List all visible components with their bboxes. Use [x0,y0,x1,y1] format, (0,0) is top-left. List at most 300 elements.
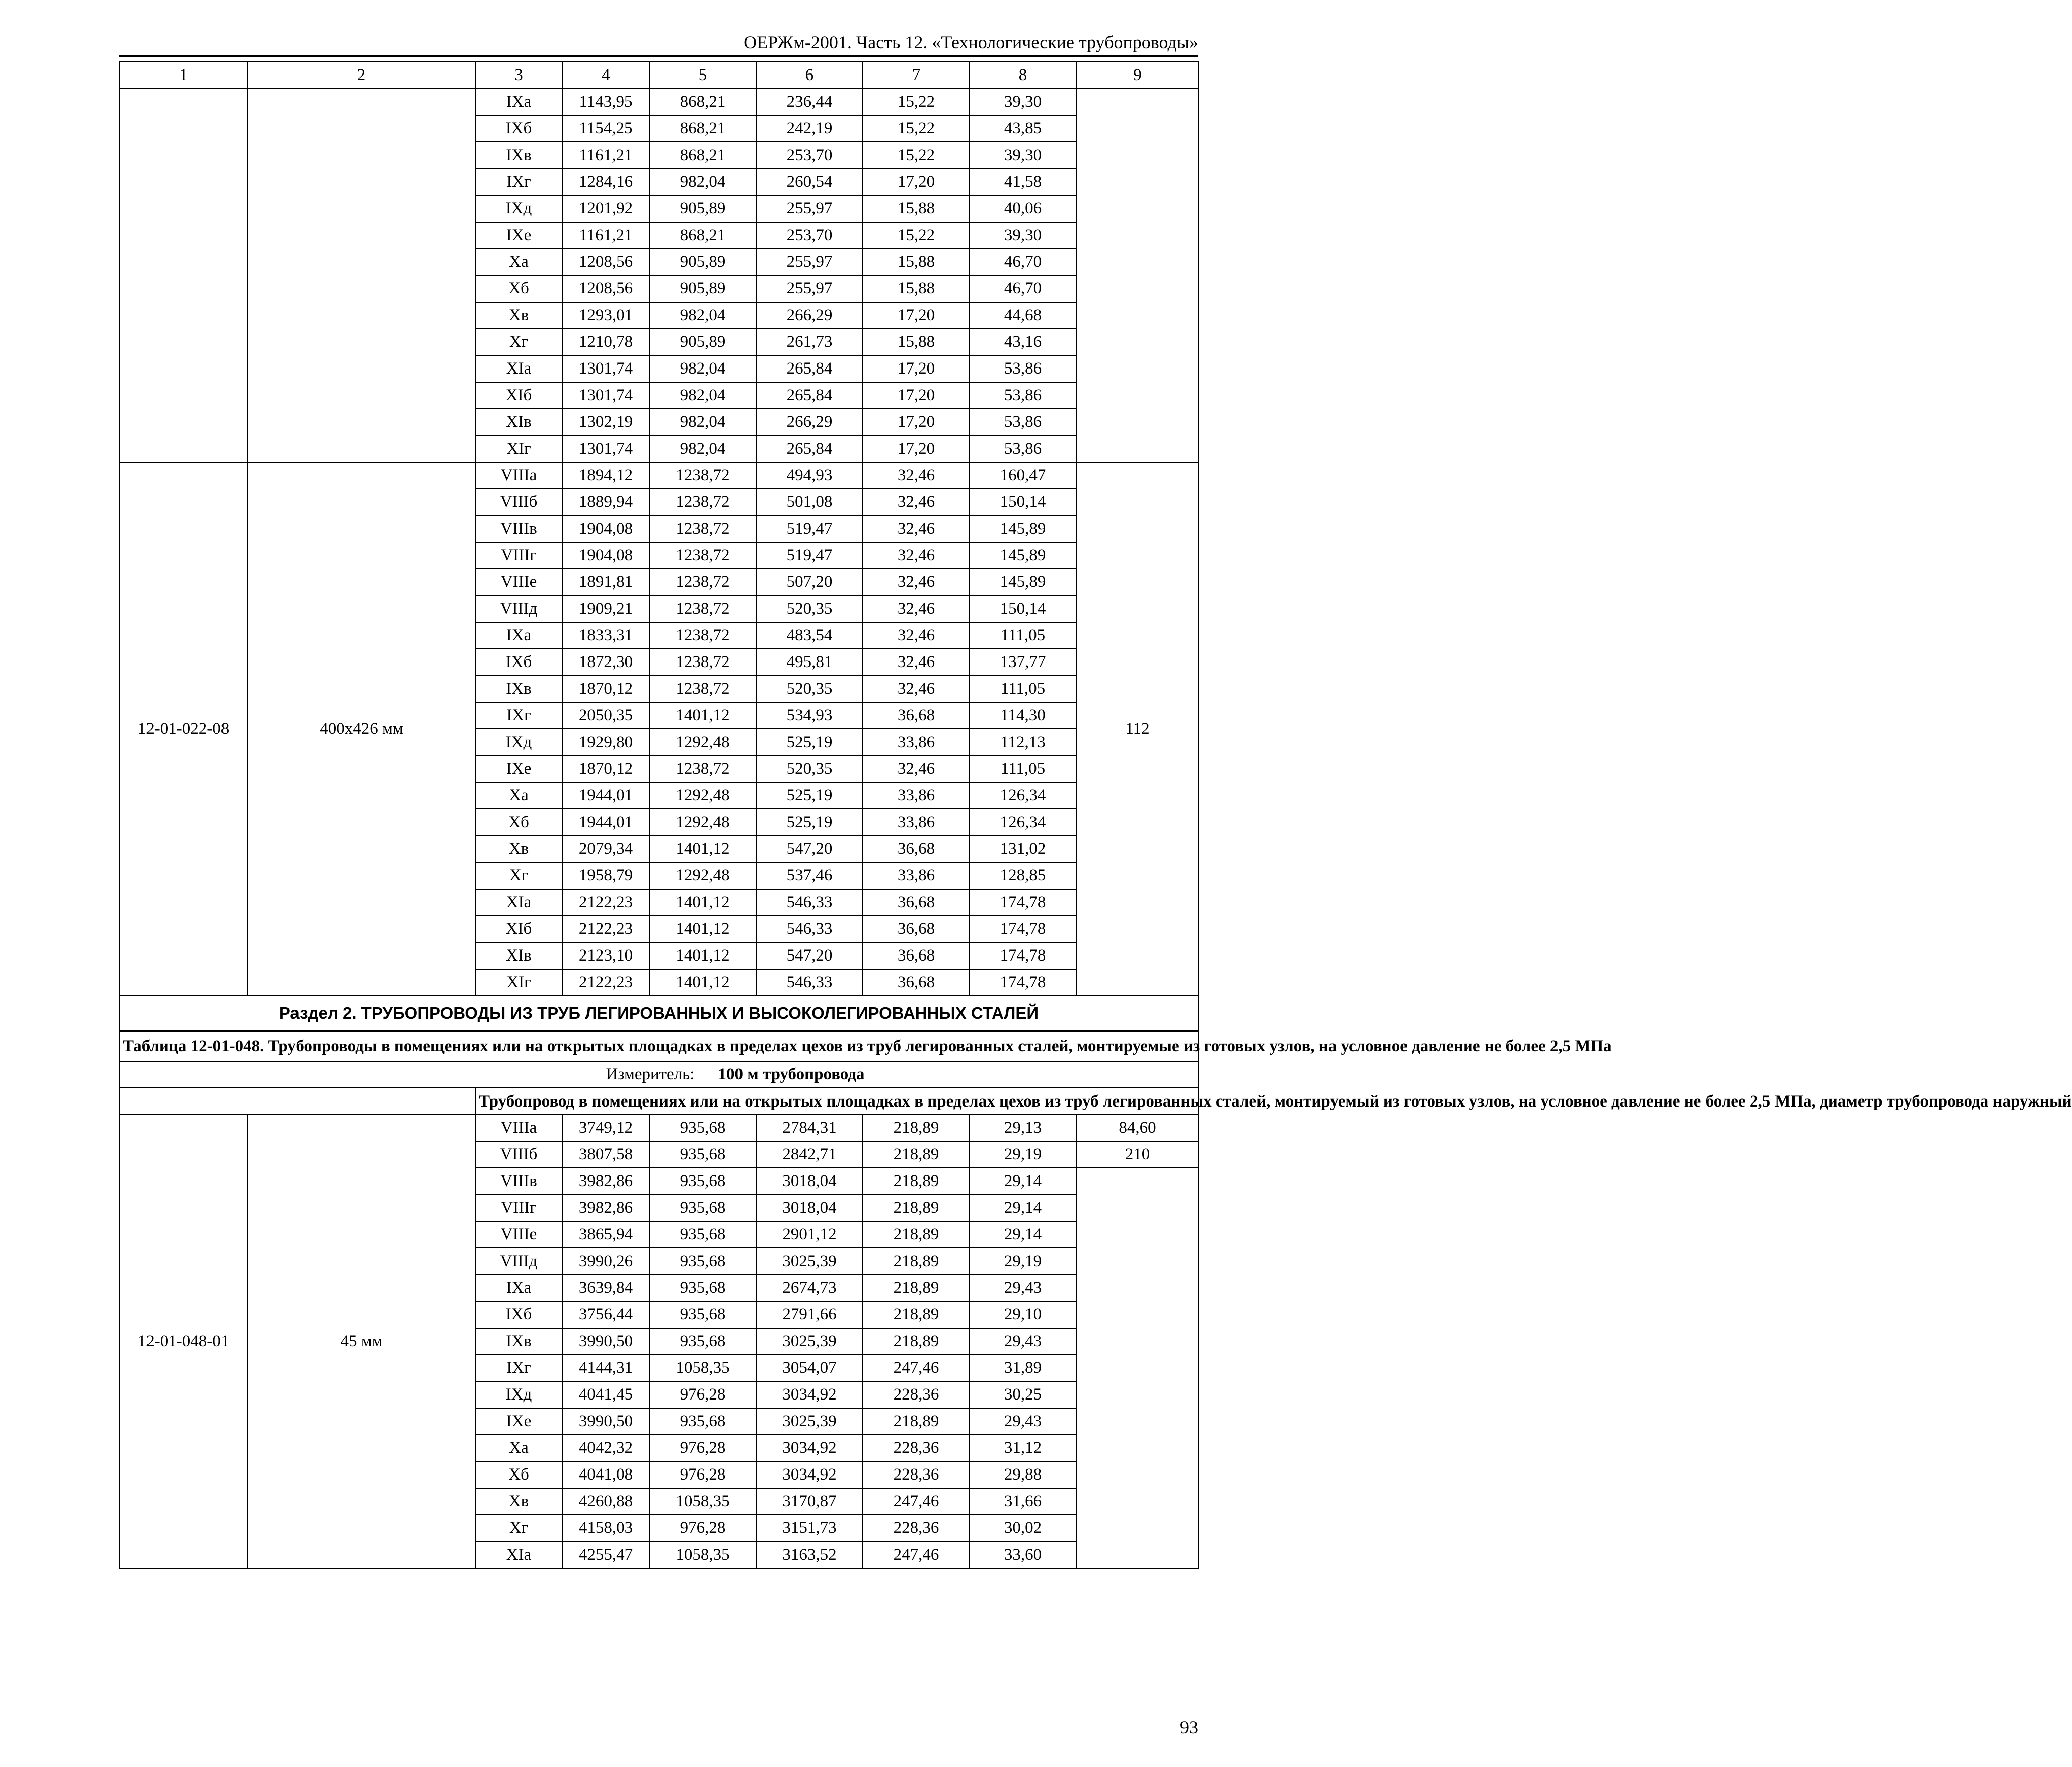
cell-col-8: 174,78 [970,942,1076,969]
cell-col-4: 2050,35 [562,702,649,729]
cell-col-8: 145,89 [970,542,1076,569]
column-number-row [119,62,1199,89]
cell-col-5: 935,68 [649,1115,756,1141]
cell-col-5: 982,04 [649,302,756,329]
meter-value: 100 м трубопровода [718,1065,865,1083]
cell-col-3: XIг [475,969,562,996]
cell-col-5: 1401,12 [649,969,756,996]
cell-col-5: 1292,48 [649,782,756,809]
cell-col-8: 145,89 [970,516,1076,542]
cell-col-8: 29,43 [970,1408,1076,1435]
cell-col-7: 17,20 [863,302,970,329]
cell-col-8: 31,12 [970,1435,1076,1461]
cell-col-6: 520,35 [756,676,863,702]
cell-col-5: 976,28 [649,1515,756,1541]
cell-col-9: 210 [1076,1141,1199,1168]
cell-col-4: 1944,01 [562,782,649,809]
column-number: 1 [119,62,248,89]
cell-col-5: 1292,48 [649,862,756,889]
description: Трубопровод в помещениях или на открытых площадках в пределах цехов из труб легированных сталей, монтируемый из готовых узлов, на условное давление не более 2,5 МПа, диаметр трубопровода наружный [475,1088,1199,1115]
cell-col-8: 126,34 [970,809,1076,836]
cell-col-7: 32,46 [863,756,970,782]
cell-col-3: IXд [475,195,562,222]
cell-col-7: 33,86 [863,862,970,889]
cell-col-4: 1870,12 [562,676,649,702]
cell-col-8: 174,78 [970,916,1076,942]
cell-col-3: VIIIа [475,1115,562,1141]
cell-col-7: 15,88 [863,329,970,355]
cell-col-5: 935,68 [649,1328,756,1355]
cell-col-6: 546,33 [756,916,863,942]
cell-col-7: 32,46 [863,516,970,542]
cell-col-9 [1076,1168,1199,1568]
cell-col-4: 1208,56 [562,249,649,275]
cell-col-7: 15,22 [863,115,970,142]
cell-col-5: 982,04 [649,169,756,195]
cell-col-3: IXе [475,222,562,249]
table-title: Таблица 12-01-048. Трубопроводы в помещениях или на открытых площадках в пределах цехов из труб легированных сталей, монтируемые из готовых узлов, на условное давление не более 2,5 МПа [119,1031,1199,1061]
cell-col-3: XIб [475,382,562,409]
cell-col-6: 534,93 [756,702,863,729]
cell-col-3: Xб [475,1461,562,1488]
cell-col-5: 982,04 [649,355,756,382]
cell-col-3: VIIIа [475,462,562,489]
cell-col-5: 935,68 [649,1195,756,1221]
table-row [119,462,1199,489]
cell-col-8: 33,60 [970,1541,1076,1568]
cell-col-5: 1058,35 [649,1488,756,1515]
cell-col-3: VIIIв [475,516,562,542]
cell-col-5: 868,21 [649,89,756,115]
cell-col-5: 1401,12 [649,889,756,916]
cell-col-5: 976,28 [649,1461,756,1488]
cell-col-7: 15,88 [863,195,970,222]
cell-col-7: 36,68 [863,702,970,729]
cell-col-4: 1161,21 [562,142,649,169]
rate-name: 45 мм [248,1115,475,1568]
cell-col-6: 537,46 [756,862,863,889]
cell-col-4: 1889,94 [562,489,649,516]
table-row [119,1115,1199,1141]
cell-col-3: Xг [475,329,562,355]
cell-col-4: 1904,08 [562,542,649,569]
cell-col-7: 32,46 [863,462,970,489]
cell-col-8: 39,30 [970,89,1076,115]
cell-col-4: 1301,74 [562,435,649,462]
cell-col-3: VIIIг [475,542,562,569]
cell-col-7: 17,20 [863,169,970,195]
cell-col-6: 520,35 [756,756,863,782]
cell-col-8: 53,86 [970,435,1076,462]
cell-col-6: 501,08 [756,489,863,516]
cell-col-3: IXа [475,622,562,649]
cell-col-5: 868,21 [649,115,756,142]
cell-col-7: 32,46 [863,622,970,649]
cell-col-3: IXв [475,676,562,702]
cell-col-5: 976,28 [649,1435,756,1461]
cell-col-8: 29,10 [970,1301,1076,1328]
cell-col-8: 31,89 [970,1355,1076,1381]
cell-col-5: 935,68 [649,1408,756,1435]
cell-col-7: 218,89 [863,1275,970,1301]
meter-row [119,1061,1199,1088]
cell-col-3: XIб [475,916,562,942]
cell-col-7: 218,89 [863,1221,970,1248]
cell-col-6: 2674,73 [756,1275,863,1301]
cell-col-6: 547,20 [756,942,863,969]
cell-col-4: 1958,79 [562,862,649,889]
cell-col-5: 935,68 [649,1275,756,1301]
cell-col-8: 29,88 [970,1461,1076,1488]
cell-col-6: 483,54 [756,622,863,649]
cell-col-7: 36,68 [863,836,970,862]
rate-code: 12-01-022-08 [119,462,248,996]
cell-col-4: 4158,03 [562,1515,649,1541]
cell-col-6: 494,93 [756,462,863,489]
cell-col-5: 935,68 [649,1301,756,1328]
cell-col-8: 39,30 [970,142,1076,169]
cell-col-3: VIIIв [475,1168,562,1195]
cell-col-3: IXв [475,1328,562,1355]
cell-col-6: 3151,73 [756,1515,863,1541]
cell-col-3: IXе [475,756,562,782]
cell-col-6: 2901,12 [756,1221,863,1248]
cell-col-5: 1238,72 [649,649,756,676]
cell-col-3: IXа [475,89,562,115]
table-title-row [119,1031,1199,1061]
cell-col-5: 868,21 [649,142,756,169]
cell-col-8: 150,14 [970,489,1076,516]
cell-col-6: 3163,52 [756,1541,863,1568]
meter-label: Измеритель: [606,1065,695,1083]
cell-col-5: 1238,72 [649,676,756,702]
cell-col-3: Xб [475,809,562,836]
cell-col-7: 17,20 [863,435,970,462]
cell-col-8: 53,86 [970,355,1076,382]
cell-col-7: 32,46 [863,596,970,622]
cell-col-9 [1076,89,1199,462]
cell-col-7: 15,88 [863,249,970,275]
cell-col-8: 39,30 [970,222,1076,249]
cell-col-4: 1293,01 [562,302,649,329]
column-number: 8 [970,62,1076,89]
cell-col-4: 3749,12 [562,1115,649,1141]
cell-col-6: 266,29 [756,302,863,329]
cell-col-4: 4260,88 [562,1488,649,1515]
cell-col-3: XIв [475,409,562,435]
cell-col-7: 218,89 [863,1141,970,1168]
cell-col-4: 3865,94 [562,1221,649,1248]
cell-col-7: 247,46 [863,1488,970,1515]
cell-col-8: 30,25 [970,1381,1076,1408]
cell-col-4: 1872,30 [562,649,649,676]
cell-col-6: 525,19 [756,809,863,836]
cell-col-4: 3982,86 [562,1168,649,1195]
cell-col-4: 1210,78 [562,329,649,355]
cell-col-8: 111,05 [970,756,1076,782]
cell-col-5: 1058,35 [649,1541,756,1568]
cell-col-5: 1292,48 [649,729,756,756]
cell-col-5: 1238,72 [649,489,756,516]
cell-col-6: 3025,39 [756,1248,863,1275]
section-title: Раздел 2. ТРУБОПРОВОДЫ ИЗ ТРУБ ЛЕГИРОВАННЫХ И ВЫСОКОЛЕГИРОВАННЫХ СТАЛЕЙ [119,996,1199,1031]
cell-col-3: Xв [475,1488,562,1515]
cell-col-8: 31,66 [970,1488,1076,1515]
cell-col-8: 29,14 [970,1168,1076,1195]
cell-col-4: 1909,21 [562,596,649,622]
column-number: 3 [475,62,562,89]
cell-col-8: 137,77 [970,649,1076,676]
cell-col-4: 1154,25 [562,115,649,142]
cell-col-4: 4042,32 [562,1435,649,1461]
cell-col-6: 261,73 [756,329,863,355]
description-blank [119,1088,475,1115]
cell-col-5: 935,68 [649,1168,756,1195]
cell-col-8: 40,06 [970,195,1076,222]
cell-col-8: 150,14 [970,596,1076,622]
cell-col-3: IXб [475,115,562,142]
cell-col-5: 1401,12 [649,836,756,862]
column-number: 5 [649,62,756,89]
cell-col-6: 255,97 [756,249,863,275]
cell-col-8: 29,14 [970,1221,1076,1248]
cell-col-3: VIIIг [475,1195,562,1221]
cell-col-3: Xг [475,1515,562,1541]
cell-col-7: 218,89 [863,1408,970,1435]
cell-col-5: 982,04 [649,382,756,409]
cell-col-3: IXб [475,1301,562,1328]
cell-col-7: 218,89 [863,1168,970,1195]
cell-col-8: 43,85 [970,115,1076,142]
cell-col-3: XIа [475,1541,562,1568]
cell-col-4: 4041,45 [562,1381,649,1408]
cell-col-8: 46,70 [970,249,1076,275]
cell-col-3: IXа [475,1275,562,1301]
cell-col-5: 868,21 [649,222,756,249]
cell-col-3: Xа [475,1435,562,1461]
cell-col-6: 3034,92 [756,1381,863,1408]
cell-col-6: 525,19 [756,782,863,809]
cell-col-6: 3018,04 [756,1195,863,1221]
cell-col-6: 253,70 [756,222,863,249]
cell-col-7: 17,20 [863,409,970,435]
cell-col-7: 33,86 [863,729,970,756]
cell-col-5: 935,68 [649,1248,756,1275]
cell-col-5: 905,89 [649,275,756,302]
cell-col-7: 32,46 [863,649,970,676]
table-row [119,89,1199,115]
cell-col-8: 29,43 [970,1328,1076,1355]
cell-col-8: 112,13 [970,729,1076,756]
cell-col-4: 1891,81 [562,569,649,596]
cell-col-5: 982,04 [649,435,756,462]
meter-cell [119,1061,1199,1088]
cell-col-8: 30,02 [970,1515,1076,1541]
cell-col-4: 3990,50 [562,1408,649,1435]
column-number: 7 [863,62,970,89]
cell-col-3: VIIIе [475,569,562,596]
cell-col-8: 46,70 [970,275,1076,302]
cell-col-6: 546,33 [756,889,863,916]
cell-col-5: 1238,72 [649,462,756,489]
cell-col-7: 33,86 [863,809,970,836]
cell-col-6: 546,33 [756,969,863,996]
cell-col-8: 29,43 [970,1275,1076,1301]
cell-col-7: 228,36 [863,1461,970,1488]
cell-col-3: Xа [475,782,562,809]
cell-col-4: 3756,44 [562,1301,649,1328]
cell-col-4: 2122,23 [562,889,649,916]
cell-col-9: 84,60 [1076,1115,1199,1141]
cell-col-8: 53,86 [970,409,1076,435]
cell-col-4: 1944,01 [562,809,649,836]
cell-col-8: 41,58 [970,169,1076,195]
cell-col-3: VIIIб [475,1141,562,1168]
cell-col-4: 2122,23 [562,916,649,942]
cell-col-6: 525,19 [756,729,863,756]
rate-name: 400х426 мм [248,462,475,996]
cell-col-3: Xб [475,275,562,302]
cell-col-8: 128,85 [970,862,1076,889]
cell-col-8: 44,68 [970,302,1076,329]
cell-col-6: 495,81 [756,649,863,676]
cell-col-7: 247,46 [863,1541,970,1568]
cell-col-6: 265,84 [756,382,863,409]
cell-col-6: 3018,04 [756,1168,863,1195]
cell-col-3: Xв [475,302,562,329]
cell-col-6: 3025,39 [756,1408,863,1435]
cell-col-4: 1301,74 [562,382,649,409]
cell-col-8: 29,19 [970,1141,1076,1168]
cell-col-4: 1284,16 [562,169,649,195]
cell-col-7: 36,68 [863,889,970,916]
cell-col-8: 111,05 [970,676,1076,702]
cell-col-3: IXд [475,1381,562,1408]
cell-col-6: 255,97 [756,275,863,302]
cell-col-6: 242,19 [756,115,863,142]
cell-col-5: 1401,12 [649,702,756,729]
cell-col-3: VIIIд [475,596,562,622]
cell-col-3: VIIIб [475,489,562,516]
rates-table [119,61,2072,1569]
column-number: 4 [562,62,649,89]
column-number: 2 [248,62,475,89]
cell-col-4: 1161,21 [562,222,649,249]
cell-col-6: 3170,87 [756,1488,863,1515]
cell-col-4: 1201,92 [562,195,649,222]
cell-col-3: IXе [475,1408,562,1435]
cell-col-5: 905,89 [649,195,756,222]
cell-col-6: 3025,39 [756,1328,863,1355]
cell-col-7: 36,68 [863,916,970,942]
cell-col-4: 1208,56 [562,275,649,302]
cell-col-6: 266,29 [756,409,863,435]
cell-col-4: 4144,31 [562,1355,649,1381]
cell-col-7: 218,89 [863,1301,970,1328]
cell-col-8: 174,78 [970,969,1076,996]
cell-col-8: 131,02 [970,836,1076,862]
cell-col-8: 114,30 [970,702,1076,729]
cell-col-7: 228,36 [863,1381,970,1408]
cell-col-6: 2791,66 [756,1301,863,1328]
cell-col-8: 126,34 [970,782,1076,809]
cell-col-4: 1929,80 [562,729,649,756]
cell-col-3: XIг [475,435,562,462]
cell-col-6: 265,84 [756,435,863,462]
cell-col-4: 2123,10 [562,942,649,969]
cell-col-7: 218,89 [863,1328,970,1355]
cell-col-3: IXг [475,1355,562,1381]
cell-col-7: 15,22 [863,142,970,169]
section-row [119,996,1199,1031]
cell-col-5: 1238,72 [649,622,756,649]
cell-col-7: 218,89 [863,1115,970,1141]
cell-col-7: 33,86 [863,782,970,809]
cell-col-4: 2079,34 [562,836,649,862]
cell-col-7: 247,46 [863,1355,970,1381]
cell-col-4: 4041,08 [562,1461,649,1488]
cell-col-3: VIIIе [475,1221,562,1248]
rate-name [248,89,475,462]
cell-col-9: 112 [1076,462,1199,996]
cell-col-6: 265,84 [756,355,863,382]
cell-col-5: 935,68 [649,1221,756,1248]
cell-col-3: IXг [475,169,562,195]
cell-col-4: 1143,95 [562,89,649,115]
cell-col-8: 160,47 [970,462,1076,489]
cell-col-5: 935,68 [649,1141,756,1168]
cell-col-5: 976,28 [649,1381,756,1408]
cell-col-7: 32,46 [863,542,970,569]
cell-col-6: 3054,07 [756,1355,863,1381]
cell-col-8: 43,16 [970,329,1076,355]
cell-col-6: 2842,71 [756,1141,863,1168]
cell-col-4: 2122,23 [562,969,649,996]
cell-col-4: 3807,58 [562,1141,649,1168]
cell-col-3: IXв [475,142,562,169]
cell-col-6: 507,20 [756,569,863,596]
cell-col-4: 1894,12 [562,462,649,489]
cell-col-4: 3639,84 [562,1275,649,1301]
cell-col-5: 1238,72 [649,756,756,782]
cell-col-8: 29,14 [970,1195,1076,1221]
cell-col-5: 1238,72 [649,516,756,542]
cell-col-8: 174,78 [970,889,1076,916]
cell-col-8: 29,19 [970,1248,1076,1275]
cell-col-6: 2784,31 [756,1115,863,1141]
cell-col-7: 32,46 [863,676,970,702]
cell-col-6: 236,44 [756,89,863,115]
cell-col-7: 32,46 [863,569,970,596]
cell-col-7: 36,68 [863,969,970,996]
cell-col-5: 1401,12 [649,916,756,942]
cell-col-6: 519,47 [756,542,863,569]
cell-col-6: 520,35 [756,596,863,622]
cell-col-7: 228,36 [863,1515,970,1541]
page-header: ОЕРЖм-2001. Часть 12. «Технологические трубопроводы» [119,31,1198,57]
cell-col-6: 255,97 [756,195,863,222]
cell-col-5: 905,89 [649,329,756,355]
cell-col-6: 519,47 [756,516,863,542]
cell-col-8: 145,89 [970,569,1076,596]
cell-col-3: Xа [475,249,562,275]
cell-col-5: 1238,72 [649,542,756,569]
cell-col-4: 3990,50 [562,1328,649,1355]
cell-col-6: 547,20 [756,836,863,862]
cell-col-3: XIа [475,355,562,382]
cell-col-8: 111,05 [970,622,1076,649]
cell-col-7: 228,36 [863,1435,970,1461]
